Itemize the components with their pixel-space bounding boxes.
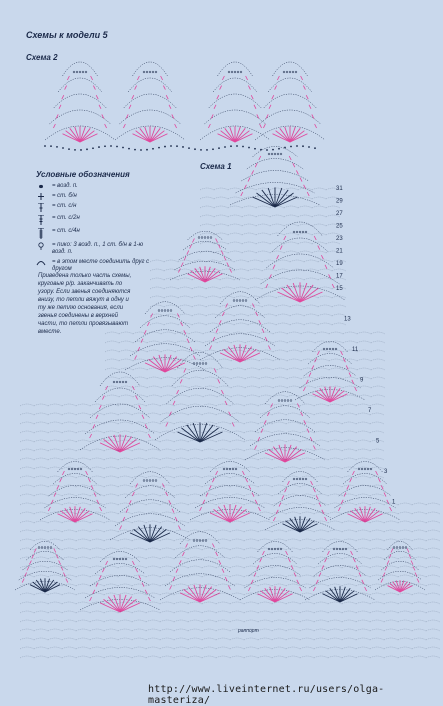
single-crochet-icon <box>36 193 46 200</box>
legend-item <box>36 193 156 200</box>
scheme-2-diagram <box>44 62 325 151</box>
scheme-2-label: Схема 2 <box>26 53 58 62</box>
double-treble-icon <box>36 228 46 239</box>
row-number: 17 <box>336 273 343 280</box>
legend-item <box>36 228 156 239</box>
row-number: 1 <box>392 499 396 506</box>
legend-text: = ст. с/2н <box>52 215 80 221</box>
double-crochet-icon <box>36 203 46 212</box>
treble-crochet-icon <box>36 215 46 225</box>
row-number: 27 <box>336 211 343 217</box>
row-number: 3 <box>384 469 388 475</box>
legend-text: = пико: 3 возд. п., 1 ст. б/н в 1-ю возд. п. <box>52 242 144 255</box>
row-number: 23 <box>336 236 343 242</box>
watermark-url: http://www.liveinternet.ru/users/olga-masteriza/ <box>148 684 385 706</box>
legend-item <box>36 203 156 212</box>
legend-item <box>36 259 156 273</box>
row-number: 15 <box>336 286 343 292</box>
row-numbers <box>336 186 396 506</box>
legend-text: = возд. п. <box>52 183 78 189</box>
row-number: 7 <box>368 408 372 414</box>
legend <box>36 170 156 276</box>
scheme-1-label: Схема 1 <box>200 162 232 171</box>
pattern-note: Приведена только часть схемы, круговые р/р. заканчивать по узору. Если звенья соединяются внизу, то петли вяжут в одну и ту же петлю основания, если звенья соединены в верхней части, то петли провязывают вместе. <box>38 273 132 335</box>
page-title: Схемы к модели 5 <box>26 30 108 40</box>
row-number: 19 <box>336 261 343 267</box>
legend-text: = ст. с/н <box>52 203 77 209</box>
chain-stitch-icon <box>36 183 46 190</box>
legend-heading: Условные обозначения <box>36 170 130 179</box>
legend-item <box>36 183 156 190</box>
row-number: 9 <box>360 377 364 384</box>
join-icon <box>36 259 46 266</box>
raport-label: раппорт <box>238 628 259 634</box>
legend-text: = в этом месте соединить друг с другом <box>52 259 150 272</box>
row-number: 5 <box>376 438 380 445</box>
legend-text: = ст. б/н <box>52 193 77 199</box>
legend-item <box>36 215 156 225</box>
row-number: 21 <box>336 248 343 255</box>
legend-text: = ст. с/4н <box>52 228 80 234</box>
row-number: 25 <box>336 223 343 230</box>
row-number: 31 <box>336 186 343 192</box>
row-number: 11 <box>352 347 359 353</box>
row-number: 13 <box>344 316 351 323</box>
legend-item <box>36 242 156 256</box>
picot-icon <box>36 242 46 250</box>
row-number: 29 <box>336 198 343 205</box>
